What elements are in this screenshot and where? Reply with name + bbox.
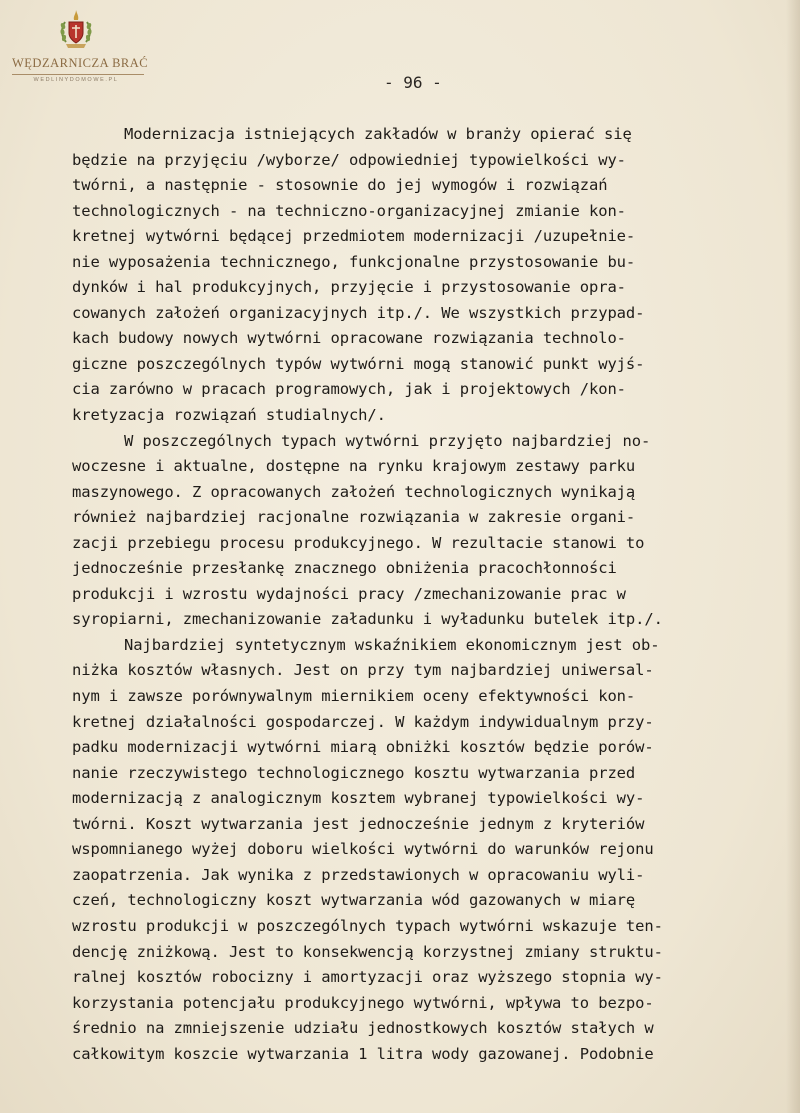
text-line: kretyzacja rozwiązań studialnych/.	[72, 406, 386, 425]
text-line: czeń, technologiczny koszt wytwarzania wód gazowanych w miarę	[72, 891, 636, 910]
text-line: nanie rzeczywistego technologicznego kosztu wytwarzania przed	[72, 763, 636, 782]
text-line: cia zarówno w pracach programowych, jak i projektowych /kon-	[72, 380, 626, 399]
logo-brand-name: WĘDZARNICZA BRAĆ	[12, 56, 149, 70]
text-line: niżka kosztów własnych. Jest on przy tym najbardziej uniwersal-	[72, 661, 654, 680]
text-line: korzystania potencjału produkcyjnego wytwórni, wpływa to bezpo-	[72, 993, 654, 1012]
text-line: twórni, a następnie - stosownie do jej wymogów i rozwiązań	[72, 176, 608, 195]
text-line: całkowitym koszcie wytwarzania 1 litra wody gazowanej. Podobnie	[72, 1044, 654, 1063]
text-line: wzrostu produkcji w poszczególnych typach wytwórni wskazuje ten-	[72, 916, 663, 935]
text-line: Najbardziej syntetycznym wskaźnikiem ekonomicznym jest ob-	[124, 635, 660, 654]
text-line: będzie na przyjęciu /wyborze/ odpowiedniej typowielkości wy-	[72, 150, 626, 169]
text-line: jednocześnie przesłankę znacznego obniżenia pracochłonności	[72, 559, 617, 578]
text-line: maszynowego. Z opracowanych założeń technologicznych wynikają	[72, 482, 636, 501]
document-body	[72, 122, 762, 1067]
crest-icon	[12, 8, 140, 52]
text-line: ralnej kosztów robocizny i amortyzacji oraz wyższego stopnia wy-	[72, 968, 663, 987]
text-line: twórni. Koszt wytwarzania jest jednocześnie jednym z kryteriów	[72, 814, 645, 833]
text-line: padku modernizacji wytwórni miarą obniżki kosztów będzie porów-	[72, 738, 654, 757]
logo-divider	[12, 74, 144, 75]
text-line: nym i zawsze porównywalnym miernikiem oceny efektywności kon-	[72, 687, 636, 706]
text-line: syropiarni, zmechanizowanie załadunku i wyładunku butelek itp./.	[72, 610, 663, 629]
text-line: kretnej wytwórni będącej przedmiotem modernizacji /uzupełnie-	[72, 227, 636, 246]
text-line: W poszczególnych typach wytwórni przyjęto najbardziej no-	[124, 431, 651, 450]
text-line: kach budowy nowych wytwórni opracowane rozwiązania technolo-	[72, 329, 626, 348]
text-line: średnio na zmniejszenie udziału jednostkowych kosztów stałych w	[72, 1019, 654, 1038]
text-line: również najbardziej racjonalne rozwiązania w zakresie organi-	[72, 508, 636, 527]
text-line: dencję zniżkową. Jest to konsekwencją korzystnej zmiany struktu-	[72, 942, 663, 961]
logo-url: WEDLINYDOMOWE.PL	[33, 77, 119, 83]
text-line: zaopatrzenia. Jak wynika z przedstawionych w opracowaniu wyli-	[72, 865, 645, 884]
text-line: technologicznych - na techniczno-organizacyjnej zmianie kon-	[72, 201, 626, 220]
text-line: produkcji i wzrostu wydajności pracy /zmechanizowanie prac w	[72, 584, 626, 603]
text-line: woczesne i aktualne, dostępne na rynku krajowym zestawy parku	[72, 457, 636, 476]
text-line: giczne poszczególnych typów wytwórni mogą stanowić punkt wyjś-	[72, 354, 645, 373]
text-line: cowanych założeń organizacyjnych itp./. We wszystkich przypad-	[72, 303, 645, 322]
text-line: nie wyposażenia technicznego, funkcjonalne przystosowanie bu-	[72, 252, 636, 271]
text-line: wspomnianego wyżej doboru wielkości wytwórni do warunków rejonu	[72, 840, 654, 859]
text-line: kretnej działalności gospodarczej. W każdym indywidualnym przy-	[72, 712, 654, 731]
text-line: Modernizacja istniejących zakładów w branży opierać się	[124, 125, 632, 143]
watermark-logo	[12, 8, 149, 83]
text-line: modernizacją z analogicznym kosztem wybranej typowielkości wy-	[72, 789, 645, 808]
text-line: zacji przebiegu procesu produkcyjnego. W rezultacie stanowi to	[72, 533, 645, 552]
page-number: - 96 -	[384, 73, 442, 92]
text-line: dynków i hal produkcyjnych, przyjęcie i przystosowanie opra-	[72, 278, 626, 297]
